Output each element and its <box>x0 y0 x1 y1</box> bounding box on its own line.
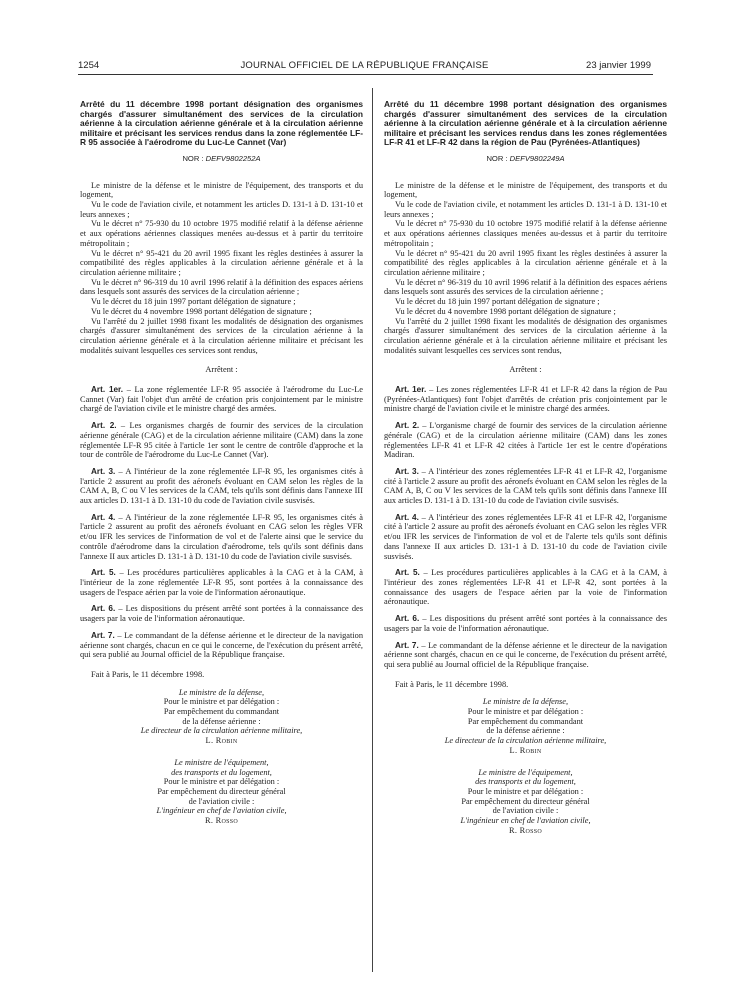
preamble-paragraph: Vu l'arrêté du 2 juillet 1998 fixant les modalités de désignation des organismes chargés d'assurer simultanément des services de la circulation aérienne à la circulation aérienne générale et à la circulation aérienne militaire et précisant les modalités suivant lesquelles ces services sont rendus, <box>384 316 667 355</box>
signatory-name: L. Robin <box>205 736 238 746</box>
issue-date: 23 janvier 1999 <box>586 60 651 71</box>
article-label: Art. 2. <box>91 421 117 431</box>
article-paragraph <box>384 641 667 670</box>
article-label: Art. 7. <box>395 640 419 650</box>
page-header <box>78 60 651 74</box>
signatory-title: Le ministre de l'équipement, <box>478 767 573 777</box>
article-text: – L'organisme chargé de fournir des services de la circulation aérienne générale (CAG) et de la circulation aérienne militaire (CAM) dans les zones réglementées LF-R 41 et LF-R 42 citées à l'article 1er est le centre d'opérations Madiran. <box>384 421 667 460</box>
signatory-title: L'ingénieur en chef de l'aviation civile, <box>460 816 591 826</box>
nor-label: NOR : <box>182 153 204 163</box>
article-label: Art. 6. <box>395 614 420 624</box>
journal-title: JOURNAL OFFICIEL DE LA RÉPUBLIQUE FRANÇAISE <box>240 60 489 71</box>
signatory-line: de la défense aérienne : <box>486 726 565 736</box>
decree-column-left <box>80 100 363 826</box>
article-paragraph <box>80 467 363 506</box>
signatory-line: de l'aviation civile : <box>188 796 255 806</box>
page-number: 1254 <box>78 60 100 71</box>
preamble-paragraph: Vu le décret n° 95-421 du 20 avril 1995 fixant les règles destinées à assurer la compatibilité des règles applicables à la circulation aérienne générale et à la circulation aérienne militaire ; <box>80 248 363 277</box>
signature-block-equipement <box>80 758 363 826</box>
article-label: Art. 5. <box>91 568 116 578</box>
article-label: Art. 6. <box>91 604 116 614</box>
article-label: Art. 3. <box>395 466 419 476</box>
signatory-line: Pour le ministre et par délégation : <box>467 786 584 796</box>
article-label: Art. 1er. <box>395 385 427 395</box>
signatory-title: Le ministre de l'équipement, <box>174 757 269 767</box>
article-text: – Les organismes chargés de fournir des services de la circulation aérienne générale (CAG) et de la circulation aérienne militaire (CAM) dans la zone réglementée LF-R 95 citée à l'article 1er sont le centre de contrôle d'approche et la tour de contrôle de l'aérodrome du Luc-Le Cannet (Var). <box>80 421 363 460</box>
preamble-paragraph: Vu le code de l'aviation civile, et notamment les articles D. 131-1 à D. 131-10 et leurs annexes ; <box>384 200 667 219</box>
article-text: – Les procédures particulières applicables à la CAG et à la CAM, à l'intérieur des zones réglementées LF-R 41 et LF-R 42, sont portées à la connaissance des usagers de l'espace aérien par la voie de l'information aéronautique. <box>384 568 667 607</box>
preamble-paragraph: Vu le décret n° 96-319 du 10 avril 1996 relatif à la définition des espaces aériens dans lesquels sont assurés des services de la circulation aérienne ; <box>80 277 363 297</box>
article-paragraph <box>80 604 363 623</box>
article-paragraph <box>384 614 667 633</box>
article-paragraph <box>384 385 667 414</box>
article-text: – A l'intérieur des zones réglementées LF-R 41 et LF-R 42, l'organisme cité à l'article 2 assure au profit des aéronefs évoluant en CAM selon les règles de la CAM A, B, C ou V les services de la CAM tels qu'ils sont définis dans l'annexe III aux articles D. 131-1 à D. 131-10 du code de l'aviation civile susvisés. <box>384 466 667 506</box>
signatory-name: R. Rosso <box>204 816 239 826</box>
preamble-paragraph: Vu le décret n° 75-930 du 10 octobre 1975 modifié relatif à la défense aérienne et aux opérations aériennes classiques menées au-dessus et à partir du territoire métropolitain ; <box>80 219 363 248</box>
article-text: – Les dispositions du présent arrêté sont portées à la connaissance des usagers par la voie de l'information aéronautique. <box>80 604 363 624</box>
decree-title: Arrêté du 11 décembre 1998 portant désignation des organismes chargés d'assurer simultanément des services de la circulation aérienne à la circulation aérienne générale et à la circulation aérienne militaire et précisant les services rendus dans la zone réglementée LF-R 95 associée à l'aérodrome du Luc-Le Cannet (Var) <box>80 99 363 148</box>
article-text: – A l'intérieur de la zone réglementée LF-R 95, les organismes cités à l'article 2 assurent au profit des aéronefs évoluant en CAG selon les règles VFR et/ou IFR les services de l'information de vol et de l'alerte ainsi que le service du contrôle d'aérodrome dans la circulation d'aérodrome, tels qu'ils sont définis dans l'annexe II aux articles D. 131-1 à D. 131-10 du code de l'aviation civile susvisés. <box>80 512 363 561</box>
decree-body <box>80 181 363 826</box>
nor-reference <box>80 154 363 164</box>
article-paragraph <box>384 467 667 506</box>
signature-block-defense <box>384 697 667 755</box>
preamble-paragraph: Vu le décret du 18 juin 1997 portant délégation de signature ; <box>395 297 600 307</box>
signatory-title: des transports et du logement, <box>475 777 576 787</box>
fait-line: Fait à Paris, le 11 décembre 1998. <box>91 669 205 679</box>
article-label: Art. 3. <box>91 466 116 476</box>
fait-line: Fait à Paris, le 11 décembre 1998. <box>395 679 509 689</box>
article-text: – Les dispositions du présent arrêté sont portées à la connaissance des usagers par la voie de l'information aéronautique. <box>384 614 667 633</box>
article-label: Art. 7. <box>91 630 115 640</box>
preamble-paragraph: Vu le décret n° 95-421 du 20 avril 1995 fixant les règles destinées à assurer la compatibilité des règles applicables à la circulation aérienne générale et à la circulation aérienne militaire ; <box>384 248 667 277</box>
signatory-line: Pour le ministre et par délégation : <box>467 707 584 717</box>
signatory-line: Pour le ministre et par délégation : <box>163 777 280 787</box>
article-text: – Les zones réglementées LF-R 41 et LF-R 42 dans la région de Pau (Pyrénées-Atlantiques) font l'objet d'arrêtés de création pris conjointement par le ministre chargé de l'aviation civile et le ministre chargé des armées. <box>384 385 668 414</box>
preamble-paragraph: Vu le décret n° 75-930 du 10 octobre 1975 modifié relatif à la défense aérienne et aux opérations aériennes classiques menées au-dessus et à partir du territoire métropolitain ; <box>384 219 667 248</box>
preamble-paragraph: Vu le décret du 4 novembre 1998 portant délégation de signature ; <box>91 306 312 316</box>
article-label: Art. 2. <box>395 421 420 431</box>
article-label: Art. 4. <box>91 512 116 522</box>
signatory-title: des transports et du logement, <box>171 767 272 777</box>
signatory-line: Par empêchement du directeur général <box>157 786 286 796</box>
signatory-name: L. Robin <box>509 745 542 755</box>
signatory-line: Par empêchement du directeur général <box>461 796 590 806</box>
signatory-line: de l'aviation civile : <box>492 806 559 816</box>
article-text: – A l'intérieur de la zone réglementée LF-R 95, les organismes cités à l'article 2 assurent au profit des aéronefs évoluant en CAM selon les règles de la CAM A, B, C ou V les services de la CAM, tels qu'ils sont définis dans l'annexe III aux articles D. 131-1 à D. 131-10 du code de l'aviation civile susvisés. <box>80 466 363 506</box>
decree-body <box>384 181 667 836</box>
article-paragraph <box>384 513 667 562</box>
signatory-line: de la défense aérienne : <box>182 716 261 726</box>
article-text: – Les procédures particulières applicables à la CAG et à la CAM, à l'intérieur de la zone réglementée LF-R 95, sont portées à la connaissance des usagers de l'espace aérien par la voie de l'information aéronautique. <box>80 568 363 597</box>
arretent-heading: Arrêtent : <box>205 365 238 375</box>
decree-column-right <box>384 100 667 835</box>
article-paragraph <box>80 385 363 414</box>
article-paragraph <box>80 568 363 597</box>
article-paragraph <box>80 513 363 562</box>
nor-label: NOR : <box>486 153 508 163</box>
arretent-heading: Arrêtent : <box>509 365 542 375</box>
article-text: – A l'intérieur des zones réglementées LF-R 41 et LF-R 42, l'organisme cité à l'article 2 assure au profit des aéronefs évoluant en CAG selon les règles VFR et/ou IFR les services de l'information de vol et de l'alerte tels qu'ils sont définis dans l'annexe II aux articles D. 131-1 à D. 131-10 du code de l'aviation civile susvisés. <box>384 512 667 561</box>
preamble-paragraph: Vu le décret n° 96-319 du 10 avril 1996 relatif à la définition des espaces aériens dans lesquels sont assurés des services de la circulation aérienne ; <box>384 277 667 297</box>
nor-code: DEFV9802249A <box>509 153 565 163</box>
article-paragraph <box>384 421 667 460</box>
preamble-paragraph: Vu le décret du 4 novembre 1998 portant délégation de signature ; <box>395 306 616 316</box>
article-label: Art. 1er. <box>91 385 124 395</box>
signatory-title: Le directeur de la circulation aérienne militaire, <box>444 736 607 746</box>
nor-code: DEFV9802252A <box>205 153 261 163</box>
article-text: – La zone réglementée LF-R 95 associée à l'aérodrome du Luc-Le Cannet (Var) fait l'objet d'un arrêté de création pris conjointement par le ministre chargé de l'aviation civile et le ministre chargé des armées. <box>80 385 363 414</box>
article-text: – Le commandant de la défense aérienne et le directeur de la navigation aérienne sont chargés, chacun en ce qui le concerne, de l'exécution du présent arrêté, qui sera publié au Journal officiel de la République française. <box>384 640 667 669</box>
signatory-title: Le directeur de la circulation aérienne militaire, <box>140 726 303 736</box>
article-text: – Le commandant de la défense aérienne et le directeur de la navigation aérienne sont chargés, chacun en ce qui le concerne, de l'exécution du présent arrêté, qui sera publié au Journal officiel de la République française. <box>80 630 363 660</box>
article-paragraph <box>80 631 363 660</box>
article-paragraph <box>80 421 363 460</box>
signatory-line: Pour le ministre et par délégation : <box>163 697 280 707</box>
preamble-paragraph: Vu le décret du 18 juin 1997 portant délégation de signature ; <box>91 297 296 307</box>
preamble-paragraph: Le ministre de la défense et le ministre de l'équipement, des transports et du logement, <box>384 180 667 200</box>
signatory-title: Le ministre de la défense, <box>178 687 265 697</box>
signatory-title: L'ingénieur en chef de l'aviation civile, <box>156 806 287 816</box>
signatory-title: Le ministre de la défense, <box>482 697 569 707</box>
signature-block-defense <box>80 688 363 746</box>
preamble-paragraph: Le ministre de la défense et le ministre de l'équipement, des transports et du logement, <box>80 180 363 200</box>
article-label: Art. 4. <box>395 512 419 522</box>
preamble-paragraph: Vu l'arrêté du 2 juillet 1998 fixant les modalités de désignation des organismes chargés d'assurer simultanément des services de la circulation aérienne à la circulation aérienne générale et à la circulation aérienne militaire et précisant les modalités suivant lesquelles ces services sont rendus, <box>80 316 363 355</box>
article-label: Art. 5. <box>395 568 420 578</box>
signature-block-equipement <box>384 768 667 836</box>
signatory-name: R. Rosso <box>508 825 543 835</box>
signatory-line: Par empêchement du commandant <box>163 707 280 717</box>
article-paragraph <box>384 568 667 607</box>
header-rule <box>78 74 653 75</box>
preamble-paragraph: Vu le code de l'aviation civile, et notamment les articles D. 131-1 à D. 131-10 et leurs annexes ; <box>80 200 363 219</box>
column-divider <box>372 88 373 972</box>
decree-title: Arrêté du 11 décembre 1998 portant désignation des organismes chargés d'assurer simultanément des services de la circulation aérienne à la circulation aérienne générale et à la circulation aérienne militaire et précisant les services rendus dans les zones réglementées LF-R 41 et LF-R 42 dans la région de Pau (Pyrénées-Atlantiques) <box>384 99 667 148</box>
signatory-line: Par empêchement du commandant <box>467 716 584 726</box>
nor-reference <box>384 154 667 164</box>
